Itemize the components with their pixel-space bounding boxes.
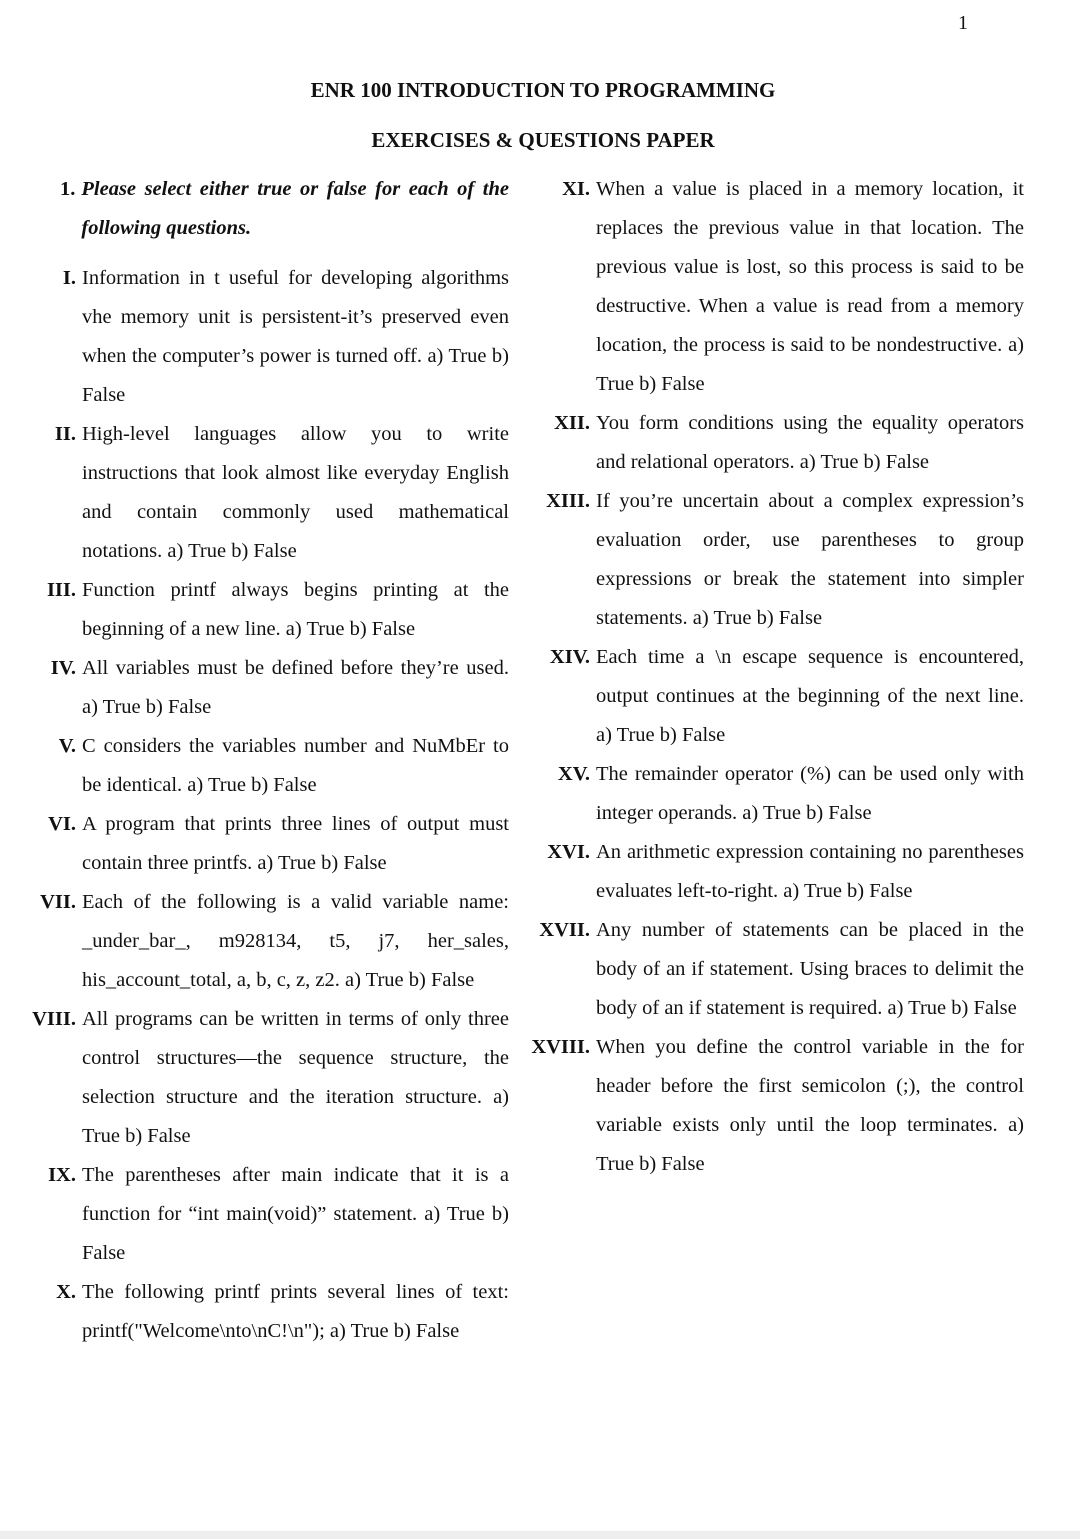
question-text: You form conditions using the equality operators and relational operators. a) True b) False [596, 412, 1024, 473]
section-instruction [60, 170, 509, 248]
question-item [26, 1156, 509, 1273]
question-item [524, 482, 1024, 638]
question-text: Any number of statements can be placed in the body of an if statement. Using braces to delimit the body of an if statement is required. a) True b) False [596, 919, 1024, 1019]
question-text: Each time a \n escape sequence is encountered, output continues at the beginning of the next line. a) True b) False [596, 646, 1024, 746]
question-item [26, 1000, 509, 1156]
question-number: XII. [554, 412, 590, 434]
question-item [524, 755, 1024, 833]
question-text: When a value is placed in a memory location, it replaces the previous value in that location. The previous value is lost, so this process is said to be destructive. When a value is read from a memory location, the process is said to be nondestructive. a) True b) False [596, 178, 1024, 395]
question-item [26, 1273, 509, 1351]
question-number: I. [62, 267, 76, 289]
question-text: The remainder operator (%) can be used only with integer operands. a) True b) False [596, 763, 1024, 824]
question-number: XI. [562, 178, 590, 200]
question-number: XVII. [539, 919, 590, 941]
bottom-edge [0, 1531, 1080, 1539]
question-item [26, 727, 509, 805]
question-text: All programs can be written in terms of only three control structures—the sequence structure, the selection structure and the iteration structure. a) True b) False [82, 1008, 509, 1147]
question-item [26, 415, 509, 571]
left-question-list [26, 259, 509, 1351]
question-text: When you define the control variable in the for header before the first semicolon (;), the control variable exists only until the loop terminates. a) True b) False [596, 1036, 1024, 1175]
question-item [26, 259, 509, 415]
question-item [524, 638, 1024, 755]
question-text: If you’re uncertain about a complex expression’s evaluation order, use parentheses to group expressions or break the statement into simpler statements. a) True b) False [596, 490, 1024, 629]
question-text: The following printf prints several lines of text: printf("Welcome\nto\nC!\n"); a) True b) False [82, 1281, 509, 1342]
question-text: C considers the variables number and NuMbEr to be identical. a) True b) False [82, 735, 509, 796]
question-item [524, 833, 1024, 911]
question-number: III. [46, 579, 76, 601]
question-item [26, 883, 509, 1000]
document-subtitle: EXERCISES & QUESTIONS PAPER [371, 128, 715, 152]
question-number: IV. [50, 657, 76, 679]
question-item [524, 1028, 1024, 1184]
question-number: II. [54, 423, 76, 445]
page-number: 1 [958, 12, 968, 34]
question-text: High-level languages allow you to write instructions that look almost like everyday English and contain commonly used mathematical notations. a) True b) False [82, 423, 509, 562]
question-number: VIII. [32, 1008, 76, 1030]
question-text: An arithmetic expression containing no parentheses evaluates left-to-right. a) True b) False [596, 841, 1024, 902]
question-text: Information in t useful for developing algorithms vhe memory unit is persistent-it’s preserved even when the computer’s power is turned off. a) True b) False [82, 267, 509, 406]
section-instruction-text: Please select either true or false for each of the following questions. [81, 178, 509, 239]
question-number: XIV. [549, 646, 590, 668]
question-number: XVIII. [531, 1036, 590, 1058]
document-title: ENR 100 INTRODUCTION TO PROGRAMMING [310, 78, 776, 102]
question-number: V. [58, 735, 76, 757]
question-text: All variables must be defined before they’re used. a) True b) False [82, 657, 509, 718]
right-question-list [524, 170, 1024, 1184]
question-text: Each of the following is a valid variable name: _under_bar_, m928134, t5, j7, her_sales, his_account_total, a, b, c, z, z2. a) True b) False [82, 891, 509, 991]
question-number: X. [56, 1281, 76, 1303]
question-number: VI. [48, 813, 76, 835]
question-item [26, 805, 509, 883]
question-number: XIII. [546, 490, 590, 512]
question-number: XV. [557, 763, 590, 785]
question-text: A program that prints three lines of output must contain three printfs. a) True b) False [82, 813, 509, 874]
question-item [26, 649, 509, 727]
right-column [524, 170, 1024, 1184]
question-number: IX. [48, 1164, 76, 1186]
question-item [524, 404, 1024, 482]
left-column [26, 170, 509, 1351]
question-text: Function printf always begins printing at the beginning of a new line. a) True b) False [82, 579, 509, 640]
question-number: VII. [40, 891, 76, 913]
question-item [524, 170, 1024, 404]
question-item [524, 911, 1024, 1028]
section-number: 1. [60, 178, 76, 200]
question-text: The parentheses after main indicate that it is a function for “int main(void)” statement. a) True b) False [82, 1164, 509, 1264]
question-number: XVI. [547, 841, 590, 863]
question-item [26, 571, 509, 649]
